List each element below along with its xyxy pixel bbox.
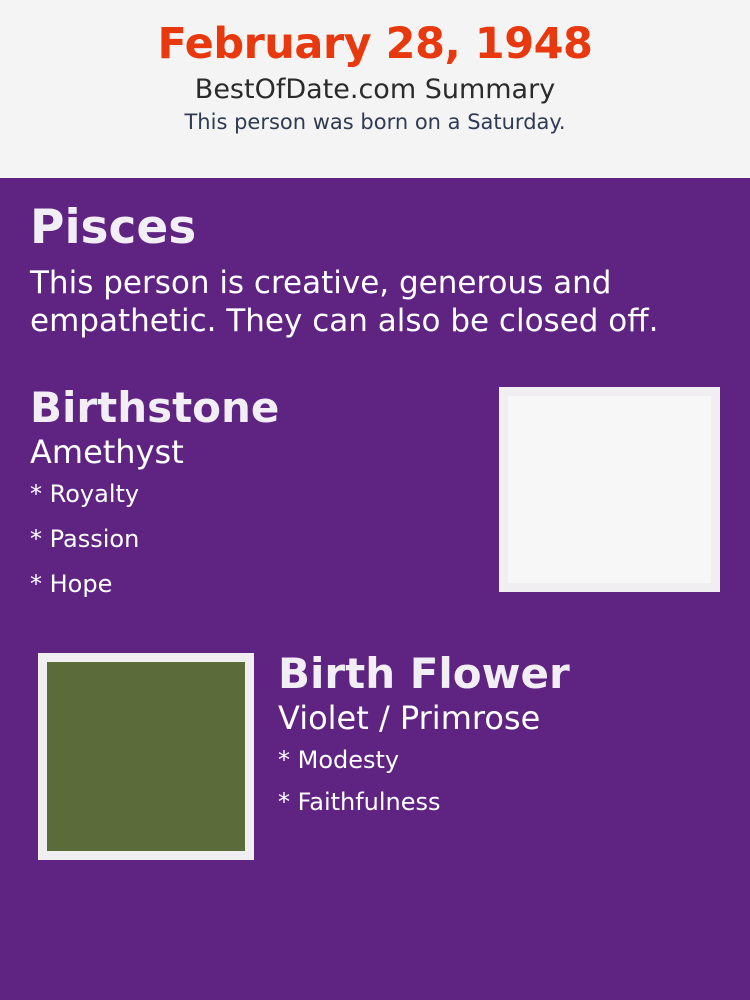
- birthflower-trait: * Faithfulness: [278, 787, 441, 816]
- zodiac-sign-title: Pisces: [30, 200, 197, 255]
- birthstone-title: Birthstone: [30, 382, 280, 432]
- birthstone-photo-frame: [499, 387, 720, 592]
- birthstone-section: [30, 382, 720, 617]
- birthstone-text: [30, 382, 470, 598]
- birth-date-title: February 28, 1948: [157, 19, 593, 69]
- details-panel: [0, 178, 750, 1000]
- birthflower-photo-frame: [38, 653, 254, 860]
- birthstone-trait: * Royalty: [30, 479, 140, 508]
- birthstone-trait: * Passion: [30, 524, 140, 553]
- birth-weekday-text: This person was born on a Saturday.: [184, 109, 566, 134]
- site-summary-label: BestOfDate.com Summary: [194, 74, 556, 106]
- amethyst-icon: [508, 396, 711, 583]
- card-header: [0, 0, 750, 178]
- birthflower-trait: * Modesty: [278, 745, 400, 774]
- birthflower-name: Violet / Primrose: [278, 698, 541, 737]
- birthflower-section: [30, 648, 720, 868]
- birthstone-name: Amethyst: [30, 432, 184, 471]
- birthflower-title: Birth Flower: [278, 648, 570, 698]
- birthflower-text: [278, 648, 720, 816]
- flower-icon: [47, 662, 245, 851]
- zodiac-description: This person is creative, generous and empathetic. They can also be closed off.: [30, 265, 659, 339]
- birthstone-trait: * Hope: [30, 569, 113, 598]
